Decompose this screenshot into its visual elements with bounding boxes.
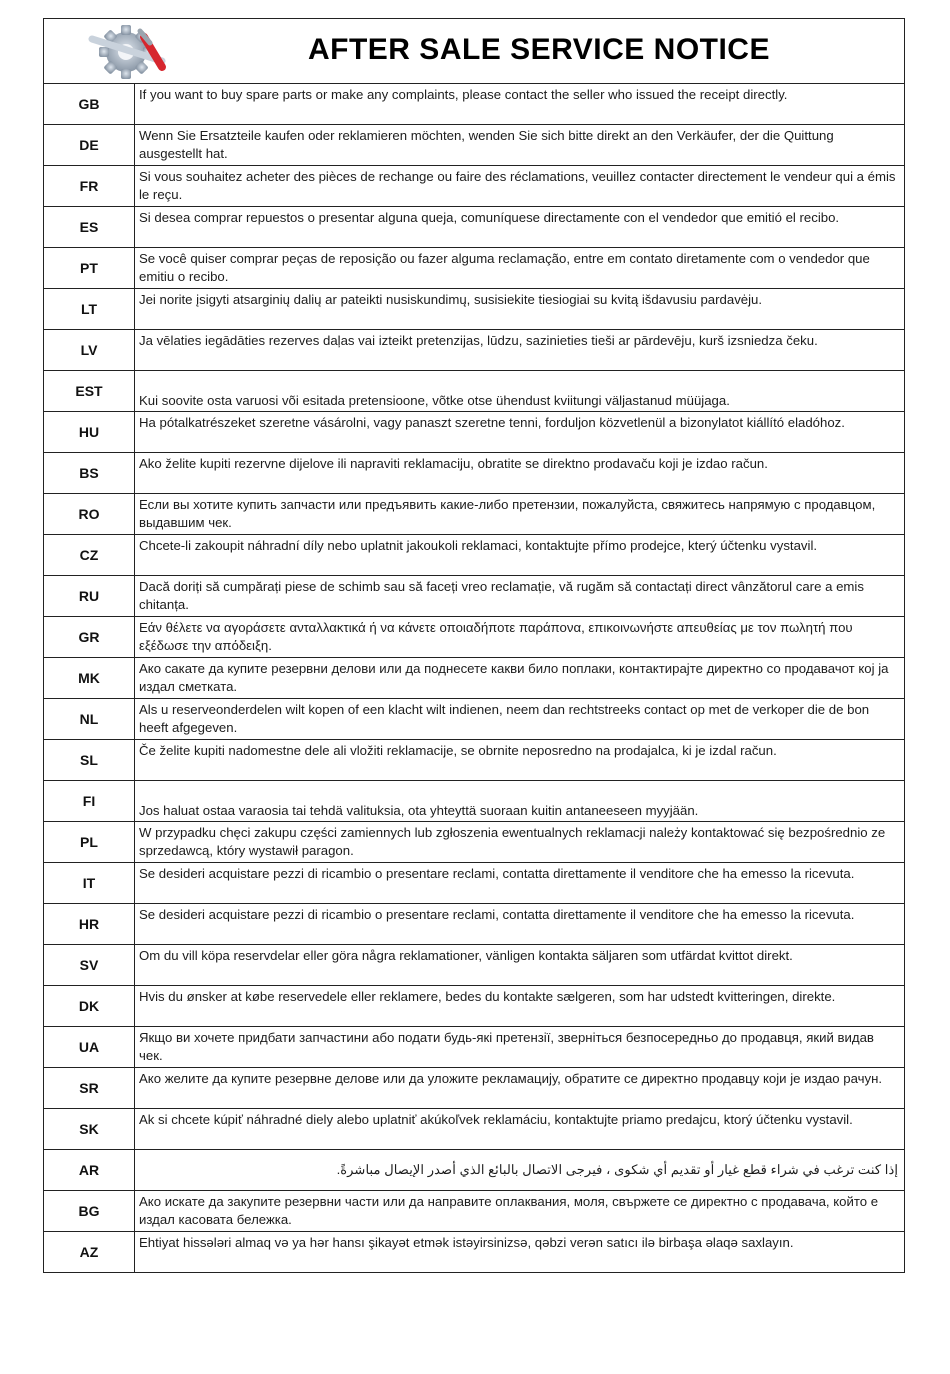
language-code: SR bbox=[44, 1068, 135, 1109]
notice-row-es bbox=[44, 207, 905, 248]
notice-text: Si desea comprar repuestos o presentar alguna queja, comuníquese directamente con el vendedor que emitió el recibo. bbox=[135, 207, 905, 248]
language-code: UA bbox=[44, 1027, 135, 1068]
notice-text: Ha pótalkatrészeket szeretne vásárolni, vagy panaszt szeretne tenni, forduljon közvetlenül a bizonylatot kiállító eladóhoz. bbox=[135, 412, 905, 453]
language-code: RO bbox=[44, 494, 135, 535]
notice-text: Ако желите да купите резервне делове или да уложите рекламацију, обратите се директно продавцу који је издао рачун. bbox=[135, 1068, 905, 1109]
notice-row-nl bbox=[44, 699, 905, 740]
notice-text: Če želite kupiti nadomestne dele ali vložiti reklamacije, se obrnite neposredno na prodajalca, ki je izdal račun. bbox=[135, 740, 905, 781]
page-title: AFTER SALE SERVICE NOTICE bbox=[307, 33, 770, 66]
language-code: HU bbox=[44, 412, 135, 453]
notice-row-sv bbox=[44, 945, 905, 986]
notice-text: Ako želite kupiti rezervne dijelove ili napraviti reklamaciju, obratite se direktno prodavaču koji je izdao račun. bbox=[135, 453, 905, 494]
language-code: DE bbox=[44, 125, 135, 166]
notice-row-ar bbox=[44, 1150, 905, 1191]
language-code: LT bbox=[44, 289, 135, 330]
notice-row-it bbox=[44, 863, 905, 904]
notice-row-mk bbox=[44, 658, 905, 699]
notice-row-cz bbox=[44, 535, 905, 576]
notice-text: Se desideri acquistare pezzi di ricambio o presentare reclami, contatta direttamente il venditore che ha emesso la ricevuta. bbox=[135, 904, 905, 945]
notice-text: Als u reserveonderdelen wilt kopen of een klacht wilt indienen, neem dan rechtstreeks contact op met de verkoper die de bon heeft afgegeven. bbox=[135, 699, 905, 740]
notice-text: Si vous souhaitez acheter des pièces de rechange ou faire des réclamations, veuillez contacter directement le vendeur qui a émis le reçu. bbox=[135, 166, 905, 207]
language-code: MK bbox=[44, 658, 135, 699]
notice-text: Если вы хотите купить запчасти или предъявить какие-либо претензии, пожалуйста, свяжитесь напрямую с продавцом, выдавшим чек. bbox=[135, 494, 905, 535]
notice-text: Ehtiyat hissələri almaq və ya hər hansı şikayət etmək istəyirsinizsə, qəbzi verən satıcı ilə birbaşa əlaqə saxlayın. bbox=[135, 1232, 905, 1273]
notice-row-fi bbox=[44, 781, 905, 822]
notice-row-de bbox=[44, 125, 905, 166]
language-code: ES bbox=[44, 207, 135, 248]
notice-text: Dacă doriți să cumpărați piese de schimb sau să faceți vreo reclamație, vă rugăm să contactați direct vânzătorul care a emis chitanța. bbox=[135, 576, 905, 617]
language-code: NL bbox=[44, 699, 135, 740]
language-code: FR bbox=[44, 166, 135, 207]
notice-row-dk bbox=[44, 986, 905, 1027]
notice-row-gr bbox=[44, 617, 905, 658]
language-code: DK bbox=[44, 986, 135, 1027]
notice-row-fr bbox=[44, 166, 905, 207]
notice-row-hu bbox=[44, 412, 905, 453]
notice-row-lt bbox=[44, 289, 905, 330]
notice-text: Jos haluat ostaa varaosia tai tehdä valituksia, ota yhteyttä suoraan kuitin antaneeseen myyjään. bbox=[135, 781, 905, 822]
language-code: PT bbox=[44, 248, 135, 289]
notice-text: Chcete-li zakoupit náhradní díly nebo uplatnit jakoukoli reklamaci, kontaktujte přímo prodejce, který účtenku vystavil. bbox=[135, 535, 905, 576]
notice-row-az bbox=[44, 1232, 905, 1273]
language-code: IT bbox=[44, 863, 135, 904]
language-code: EST bbox=[44, 371, 135, 412]
language-code: SV bbox=[44, 945, 135, 986]
notice-text: W przypadku chęci zakupu części zamiennych lub zgłoszenia ewentualnych reklamacji należy kontaktować się bezpośrednio ze sprzedawcą, który wystawił paragon. bbox=[135, 822, 905, 863]
notice-row-lv bbox=[44, 330, 905, 371]
notice-text: Ak si chcete kúpiť náhradné diely alebo uplatniť akúkoľvek reklamáciu, kontaktujte priamo predajcu, ktorý účtenku vystavil. bbox=[135, 1109, 905, 1150]
notice-row-bs bbox=[44, 453, 905, 494]
notice-text: Ако искате да закупите резервни части или да направите оплаквания, моля, свържете се директно с продавача, който е издал касовата бележка. bbox=[135, 1191, 905, 1232]
notice-row-pt bbox=[44, 248, 905, 289]
language-code: BS bbox=[44, 453, 135, 494]
notice-row-est bbox=[44, 371, 905, 412]
language-code: GB bbox=[44, 84, 135, 125]
language-code: FI bbox=[44, 781, 135, 822]
notice-text: Εάν θέλετε να αγοράσετε ανταλλακτικά ή να κάνετε οποιαδήποτε παράπονα, επικοινωνήστε απευθείας με τον πωλητή που εξέδωσε την απόδειξη. bbox=[135, 617, 905, 658]
notice-row-sl bbox=[44, 740, 905, 781]
language-code: CZ bbox=[44, 535, 135, 576]
notice-header-row bbox=[44, 19, 905, 84]
notice-row-sk bbox=[44, 1109, 905, 1150]
notice-row-hr bbox=[44, 904, 905, 945]
notice-text: Wenn Sie Ersatzteile kaufen oder reklamieren möchten, wenden Sie sich bitte direkt an den Verkäufer, der die Quittung ausgestellt hat. bbox=[135, 125, 905, 166]
notice-row-ua bbox=[44, 1027, 905, 1068]
language-code: SK bbox=[44, 1109, 135, 1150]
notice-row-ro bbox=[44, 494, 905, 535]
language-code: PL bbox=[44, 822, 135, 863]
notice-text: If you want to buy spare parts or make any complaints, please contact the seller who issued the receipt directly. bbox=[135, 84, 905, 125]
notice-text: Jei norite įsigyti atsarginių dalių ar pateikti nusiskundimų, susisiekite tiesiogiai su kvitą išdavusiu pardavėju. bbox=[135, 289, 905, 330]
language-code: BG bbox=[44, 1191, 135, 1232]
after-sale-notice-table bbox=[43, 18, 905, 1273]
notice-row-pl bbox=[44, 822, 905, 863]
notice-text: Якщо ви хочете придбати запчастини або подати будь-які претензії, зверніться безпосередньо до продавця, який видав чек. bbox=[135, 1027, 905, 1068]
notice-text: Ако сакате да купите резервни делови или да поднесете какви било поплаки, контактирајте директно со продавачот кој ја издал сметката. bbox=[135, 658, 905, 699]
notice-text: Om du vill köpa reservdelar eller göra några reklamationer, vänligen kontakta säljaren som utfärdat kvittot direkt. bbox=[135, 945, 905, 986]
notice-row-gb bbox=[44, 84, 905, 125]
language-code: AR bbox=[44, 1150, 135, 1191]
notice-row-ru bbox=[44, 576, 905, 617]
language-code: LV bbox=[44, 330, 135, 371]
wrench-gear-icon bbox=[84, 23, 174, 81]
language-code: AZ bbox=[44, 1232, 135, 1273]
notice-row-sr bbox=[44, 1068, 905, 1109]
language-code: GR bbox=[44, 617, 135, 658]
notice-text: Kui soovite osta varuosi või esitada pretensioone, võtke otse ühendust kviitungi väljastanud müüjaga. bbox=[135, 371, 905, 412]
language-code: SL bbox=[44, 740, 135, 781]
notice-text: إذا كنت ترغب في شراء قطع غيار أو تقديم أي شكوى ، فيرجى الاتصال بالبائع الذي أصدر الإيصال مباشرةً. bbox=[135, 1150, 905, 1191]
language-code: RU bbox=[44, 576, 135, 617]
notice-text: Ja vēlaties iegādāties rezerves daļas vai izteikt pretenzijas, lūdzu, sazinieties tieši ar pārdevēju, kurš izsniedza čeku. bbox=[135, 330, 905, 371]
notice-text: Hvis du ønsker at købe reservedele eller reklamere, bedes du kontakte sælgeren, som har udstedt kvitteringen, direkte. bbox=[135, 986, 905, 1027]
notice-header-cell bbox=[44, 19, 905, 84]
notice-text: Se desideri acquistare pezzi di ricambio o presentare reclami, contatta direttamente il venditore che ha emesso la ricevuta. bbox=[135, 863, 905, 904]
notice-row-bg bbox=[44, 1191, 905, 1232]
notice-text: Se você quiser comprar peças de reposição ou fazer alguma reclamação, entre em contato diretamente com o vendedor que emitiu o recibo. bbox=[135, 248, 905, 289]
language-code: HR bbox=[44, 904, 135, 945]
